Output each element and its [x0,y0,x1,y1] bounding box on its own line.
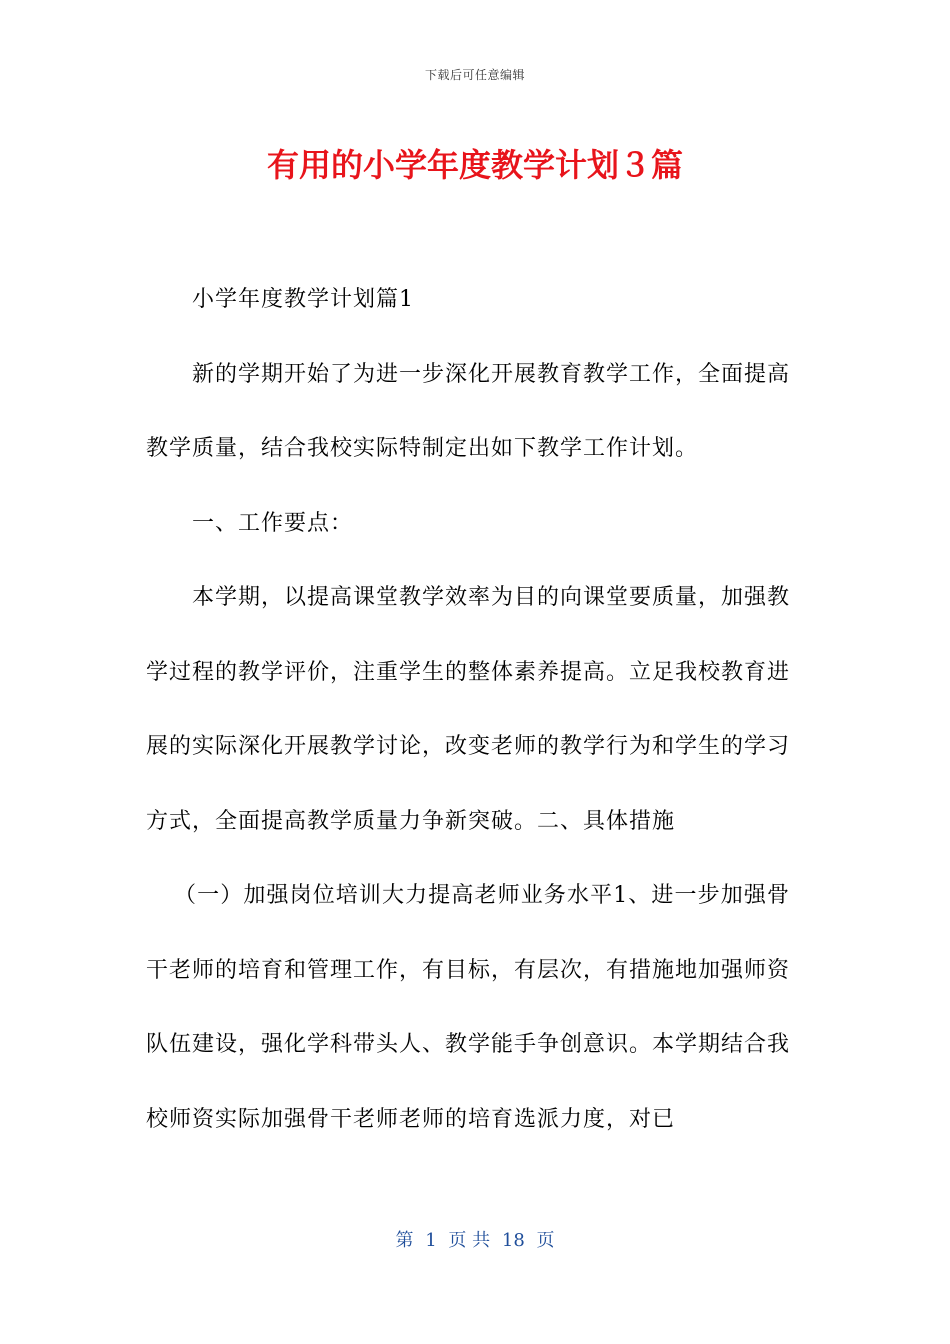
section-heading: 小学年度教学计划篇1 [192,287,414,312]
body-paragraph: 本学期，以提高课堂教学效率为目的向课堂要质量，加强教学过程的教学评价，注重学生的整体素养提高。立足我校教育进展的实际深化开展教学讨论，改变老师的教学行为和学生的学习方式，全面提高教学质量力争新突破。二、具体措施 [146,585,791,834]
footer-suffix: 页 [536,1230,555,1251]
footer-middle: 页 共 [448,1230,491,1251]
section-heading: 一、工作要点： [192,510,354,536]
footer-page-number: 1 [425,1230,437,1251]
body-paragraph: 新的学期开始了为进一步深化开展教育教学工作，全面提高教学质量，结合我校实际特制定出如下教学工作计划。 [146,361,791,461]
footer-prefix: 第 [395,1230,414,1251]
header-note: 下载后可任意编辑 [424,68,525,82]
body-paragraph: （一）加强岗位培训大力提高老师业务水平1、进一步加强骨干老师的培育和管理工作，有目标，有层次，有措施地加强师资队伍建设，强化学科带头人、教学能手争创意识。本学期结合我校师资实际加强骨干老师老师的培育选派力度，对已 [146,883,791,1132]
document-body [146,263,790,1157]
footer-total-pages: 18 [501,1230,525,1251]
page-footer [0,1226,950,1252]
document-title: 有用的小学年度教学计划３篇 [266,146,683,184]
